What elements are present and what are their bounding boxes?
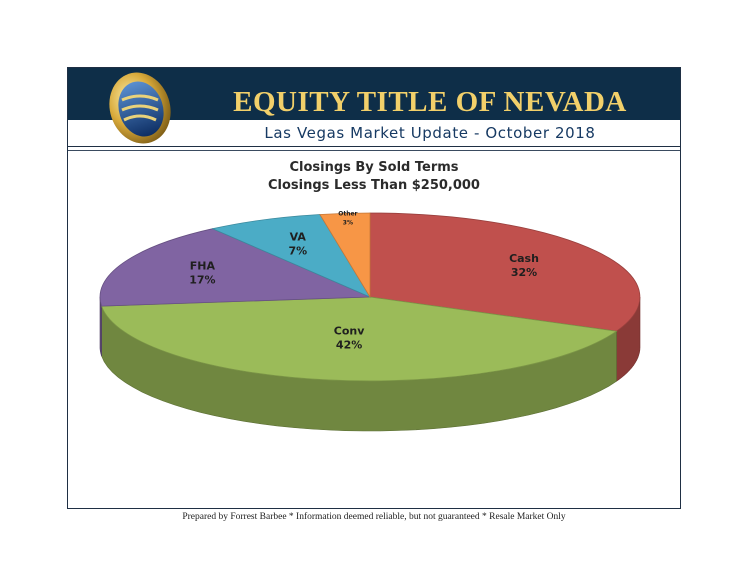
- pie-value-cash: 32%: [510, 265, 538, 279]
- chart-subtitle: Closings Less Than $250,000: [268, 178, 480, 193]
- company-name: EQUITY TITLE OF NEVADA: [233, 86, 627, 118]
- footer-note: Prepared by Forrest Barbee * Information deemed reliable, but not guaranteed * Resale Market Only: [182, 512, 566, 522]
- pie-label-cash: Cash: [509, 251, 539, 265]
- pie-label-conv: Conv: [333, 324, 365, 338]
- report-subtitle: Las Vegas Market Update - October 2018: [264, 124, 596, 142]
- pie-value-other: 3%: [342, 219, 353, 227]
- pie-value-va: 7%: [288, 244, 308, 258]
- pie-label-va: VA: [289, 230, 306, 244]
- chart-title: Closings By Sold Terms: [289, 160, 459, 175]
- pie-label-other: Other: [338, 210, 358, 218]
- pie-top-faces: [100, 213, 640, 381]
- pie-value-conv: 42%: [335, 338, 363, 352]
- pie-value-fha: 17%: [189, 273, 216, 287]
- pie-label-fha: FHA: [189, 259, 216, 273]
